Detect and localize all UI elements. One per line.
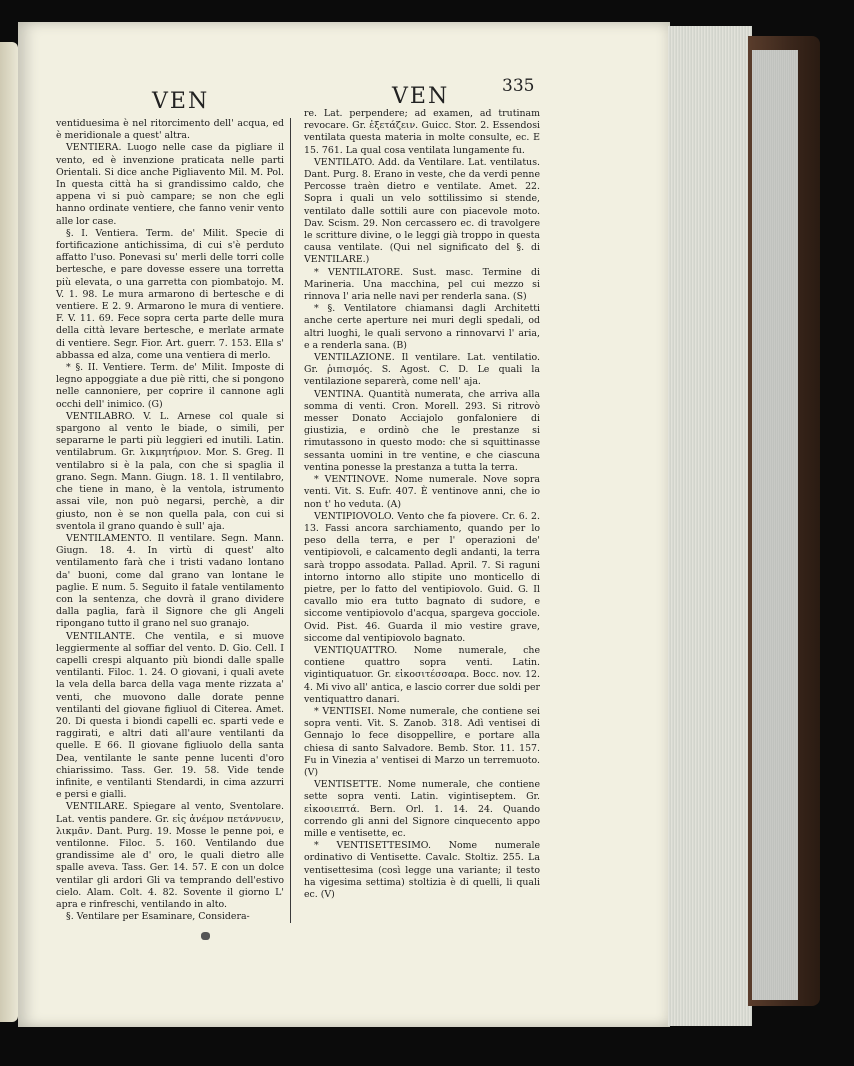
entry-paragraph: ventiduesima è nel ritorcimento dell' acqua, ed è meridionale a quest' altra. [56,118,284,142]
entry-paragraph: VENTILATO. Add. da Ventilare. Lat. ventilatus. Dant. Purg. 8. Erano in veste, che da verdi penne Percosse traèn dietro e ventilate. Amet. 22. Sopra i quali un velo sottilissimo si stende, ventilato dalle sottili aure con piacevole moto. Dav. Scism. 29. Non cercassero ec. di travolgere le scritture divine, o le leggi già troppo in questa causa ventilate. (Qui nel significato del §. di VENTILARE.) [304,156,540,266]
ink-blot [201,932,210,940]
right-column [304,108,540,901]
left-column [56,118,284,923]
page-block-edge [668,26,752,1026]
entry-paragraph: VENTILANTE. Che ventila, e si muove leggiermente al soffiar del vento. D. Gio. Cell. I capelli crespi alquanto più biondi dalle spalle ventilanti. Filoc. 1. 24. O giovani, i quali avete la vela della barca della vaga mente rizzata a' venti, che muovono dalle dorate penne ventilanti del giovane figliuol di Citerea. Amet. 20. Di questa i biondi capelli ec. sparti vede e raggirati, e altri dati all'aure ventilanti da quelle. E 66. Il giovane figliuolo della santa Dea, ventilante le sante penne lucenti d'oro chiarissimo. Tass. Ger. 19. 58. Vide tende infinite, e ventilanti Stendardi, in cima azzurri e persi e gialli. [56,630,284,801]
entry-paragraph: VENTILARE. Spiegare al vento, Sventolare. Lat. ventis pandere. Gr. εἰς ἀνέμον πετάννυειν, λικμᾶν. Dant. Purg. 19. Mosse le penne poi, e ventilonne. Filoc. 5. 160. Ventilando due grandissime ale d' oro, le quali dietro alle spalle aveva. Tass. Ger. 14. 57. E con un dolce ventilar gli ardori Gli va temprando dell'estivo cielo. Alam. Colt. 4. 82. Sovente il giorno L' apra e rinfreschi, ventilando in alto. [56,801,284,910]
entry-paragraph: VENTILABRO. V. L. Arnese col quale si spargono al vento le biade, o simili, per separarne le parti più leggieri ed inutili. Latin. ventilabrum. Gr. λικμητήριον. Mor. S. Greg. Il ventilabro si è la pala, con che si spaglia il grano. Segn. Mann. Giugn. 18. 1. Il ventilabro, che tiene in mano, è la ventola, istrumento assai vile, non può negarsi, perchè, a dir giusto, non è se non quella pala, con cui si sventola il grano quando è sull' aja. [56,410,284,532]
page-number: 335 [502,76,535,96]
entry-paragraph: §. I. Ventiera. Term. de' Milit. Specie di fortificazione antichissima, di cui s'è perduto affatto l'uso. Ponevasi su' merli delle torri colle bertesche, e pare dovesse essere una torretta più elevata, o una garretta con piombatojo. M. V. 1. 98. Le mura armarono di bertesche e di ventiere. E 2. 9. Armarono le mura di ventiere. F. V. 11. 69. Fece sopra certa parte delle mura della città levare bertesche, e merlate armate di ventiere. Segr. Fior. Art. guerr. 7. 153. Ella s' abbassa ed alza, come una ventiera di merlo. [56,227,284,361]
entry-paragraph: * §. II. Ventiere. Term. de' Milit. Imposte di legno appoggiate a due piè ritti, che si pongono nelle cannoniere, per coprire il cannone agli occhi dell' inimico. (G) [56,362,284,410]
entry-paragraph: VENTISETTE. Nome numerale, che contiene sette sopra venti. Latin. vigintiseptem. Gr. εἰκοσιεπτά. Bern. Orl. 1. 14. 24. Quando correndo gli anni del Signore cinquecento appo mille e ventisette, ec. [304,779,540,839]
entry-paragraph: VENTINA. Quantità numerata, che arriva alla somma di venti. Cron. Morell. 293. Si ritrovò messer Donato Acciajolo gonfaloniere di giustizia, e ordinò che le prestanze si rimutassono in questo modo: che si squittinasse sessanta uomini in tre ventine, e che ciascuna ventina ponesse la prestanza a tutta la terra. [304,388,540,473]
entry-paragraph: VENTIQUATTRO. Nome numerale, che contiene quattro sopra venti. Latin. vigintiquatuor. Gr. εἰκοσιτέσσαρα. Bocc. nov. 12. 4. Mi vivo all' antica, e lascio correr due soldi per ventiquattro danari. [304,644,540,705]
entry-paragraph: * §. Ventilatore chiamansi dagli Architetti anche certe aperture nei muri degli spedali, od altri luoghi, le quali servono a rinnovarvi l' aria, e a renderla sana. (B) [304,303,540,351]
entry-paragraph: * VENTISETTESIMO. Nome numerale ordinativo di Ventisette. Cavalc. Stoltiz. 255. La ventisettesima (così legge una variante; il testo ha vigesima settima) stoltizia è di quelli, li quali ec. (V) [304,840,540,900]
running-header-left: VEN [152,89,210,114]
entry-paragraph: * VENTILATORE. Sust. masc. Termine di Marineria. Una macchina, pel cui mezzo si rinnova l' aria nelle navi per renderla sana. (S) [304,266,540,303]
entry-paragraph: re. Lat. perpendere; ad examen, ad trutinam revocare. Gr. ἐξετάζειν. Guicc. Stor. 2. Essendosi ventilata questa materia in molte consulte, ec. E 15. 761. La qual cosa ventilata lungamente fu. [304,108,540,156]
entry-paragraph: VENTILAZIONE. Il ventilare. Lat. ventilatio. Gr. ῥιπισμός. S. Agost. C. D. Le quali la ventilazione separerà, come nell' aja. [304,352,540,388]
entry-paragraph: VENTILAMENTO. Il ventilare. Segn. Mann. Giugn. 18. 4. In virtù di quest' alto ventilamento farà che i tristi vadano lontano da' buoni, come dal grano van lontane le paglie. E num. 5. Seguito il fatale ventilamento con la sentenza, che dovrà il grano dividere dalla paglia, farà il Signore che gli Angeli ripongano tutto il grano nel suo granajo. [56,532,284,630]
column-rule [290,118,291,923]
entry-paragraph: * VENTINOVE. Nome numerale. Nove sopra venti. Vit. S. Eufr. 407. È ventinove anni, che io non t' ho veduta. (A) [304,474,540,510]
page-stack-strip [752,50,798,1000]
facing-page-edge [0,42,18,1022]
running-header-right: VEN [392,84,450,109]
entry-paragraph: * VENTISEI. Nome numerale, che contiene sei sopra venti. Vit. S. Zanob. 318. Adì ventisei di Gennajo lo fece disoppellire, e portare alla chiesa di santo Salvadore. Bemb. Stor. 11. 157. Fu in Vinezia a' ventisei di Marzo un terremuoto. (V) [304,705,540,778]
entry-paragraph: VENTIERA. Luogo nelle case da pigliare il vento, ed è invenzione praticata nelle parti Orientali. Si dice anche Pigliavento Mil. M. Pol. In questa città ha si grandissimo caldo, che appena vi si può campare; se non che egli hanno ordinate ventiere, che fanno venir vento alle lor case. [56,142,284,227]
entry-paragraph: VENTIPIOVOLO. Vento che fa piovere. Cr. 6. 2. 13. Fassi ancora sarchiamento, quando per lo peso della terra, e per l' operazioni de' ventipiovoli, e calcamento degli andanti, la terra sarà troppo assodata. Pallad. April. 7. Si raguni intorno intorno allo stipite uno monticello di pietre, per lo fatto del ventipiovolo. Guid. G. Il cavallo mio era tutto bagnato di sudore, e siccome ventipiovolo d'acqua, spargeva gocciole. Ovid. Pist. 46. Guarda il mio vestire grave, siccome dal ventipiovolo bagnato. [304,510,540,644]
entry-paragraph: §. Ventilare per Esaminare, Considera- [66,911,250,923]
